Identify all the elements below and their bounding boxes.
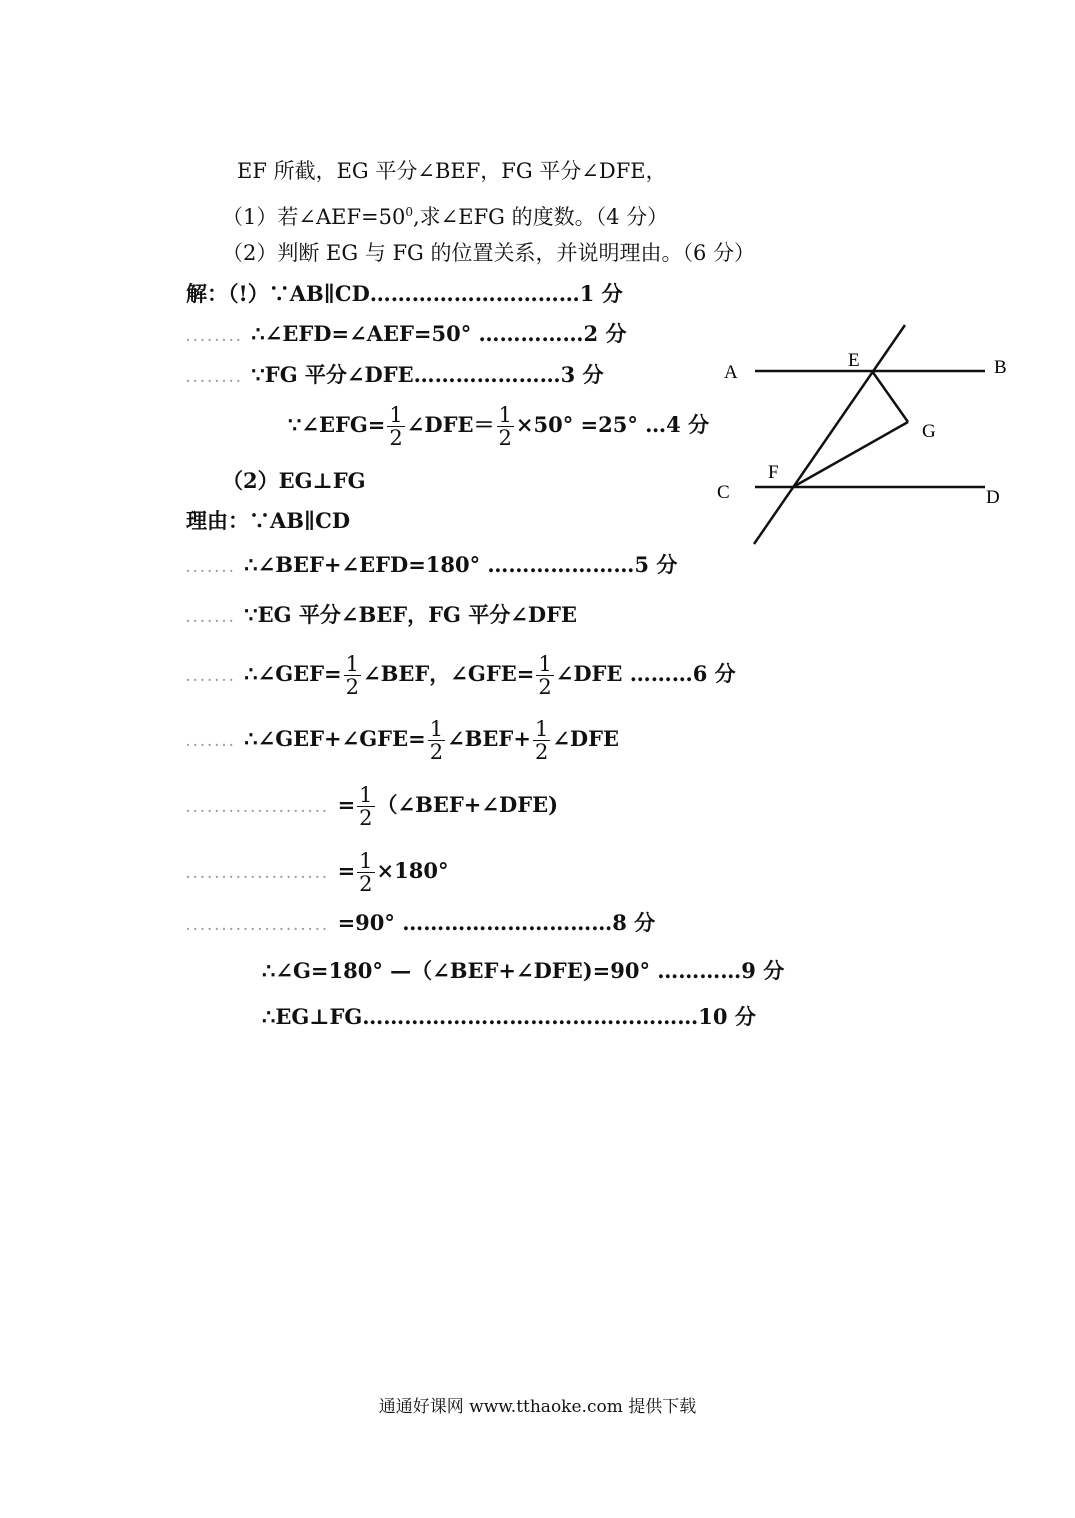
reason-label: 理由：∵AB∥CD (186, 508, 351, 533)
label-e: E (848, 350, 860, 371)
solution-step-13: .................... =90° …………………………8 分 (186, 910, 656, 935)
solution-step-7: ....... ∴∠BEF+∠EFD=180° …………………5 分 (186, 552, 678, 577)
problem-intro: EF 所截，EG 平分∠BEF，FG 平分∠DFE， (237, 159, 667, 183)
label-g: G (922, 421, 936, 442)
question-2: （2）判断 EG 与 FG 的位置关系，并说明理由。（6 分） (222, 241, 756, 265)
fraction-half: $\frac{1}{2}$ (534, 717, 549, 764)
solution-step-9: ....... ∴∠GEF= $\frac{1}{2}$ ∠BEF，∠GFE= $\frac{1}{2}$ ∠DFE ………6 分 (186, 652, 736, 699)
question-1: （1）若$\angle AEF=50^0$,求∠EFG 的度数。（4 分） (222, 205, 669, 229)
solution-step-12: .................... = $\frac{1}{2}$ ×180° (186, 849, 449, 896)
solution-step-14: ∴∠G=180° —（∠BEF+∠DFE)=90° …………9 分 (262, 958, 785, 983)
label-f: F (768, 462, 779, 483)
label-a: A (724, 362, 738, 383)
label-c: C (717, 482, 730, 503)
fraction-half: $\frac{1}{2}$ (538, 652, 552, 699)
segment-fg (793, 422, 908, 487)
fraction-half: $\frac{1}{2}$ (359, 783, 373, 830)
solution-step-3: ........ ∵FG 平分∠DFE…………………3 分 (186, 362, 604, 387)
fraction-half: $\frac{1}{2}$ (389, 403, 403, 450)
solution-part-2: （2）EG⊥FG (222, 468, 366, 493)
footer: 通通好课网 www.tthaoke.com 提供下载 (378, 1397, 697, 1417)
segment-eg (872, 371, 908, 422)
fraction-half: $\frac{1}{2}$ (498, 403, 512, 450)
solution-step-2: ........ ∴∠EFD=∠AEF=50° ……………2 分 (186, 321, 627, 346)
solution-step-8: ....... ∵EG 平分∠BEF，FG 平分∠DFE (186, 602, 577, 627)
label-b: B (994, 357, 1007, 378)
solution-step-4: ∵∠EFG= $\frac{1}{2}$ ∠DFE＝ $\frac{1}{2}$ ×50° =25° …4 分 (288, 403, 710, 450)
fraction-half: $\frac{1}{2}$ (429, 717, 444, 764)
solution-step-15: ∴EG⊥FG…………………………………………10 分 (262, 1004, 756, 1029)
solution-step-11: .................... = $\frac{1}{2}$ （∠BEF+∠DFE) (186, 783, 559, 830)
transversal-ef (754, 325, 905, 544)
solution-step-10: ....... ∴∠GEF+∠GFE= $\frac{1}{2}$ ∠BEF+ $\frac{1}{2}$ ∠DFE (186, 717, 620, 764)
fraction-half: $\frac{1}{2}$ (359, 849, 373, 896)
geometry-figure (700, 315, 1040, 555)
solution-step-1: 解：（!）∵AB∥CD…………………………1 分 (186, 281, 623, 306)
fraction-half: $\frac{1}{2}$ (345, 652, 360, 699)
label-d: D (986, 487, 1000, 508)
